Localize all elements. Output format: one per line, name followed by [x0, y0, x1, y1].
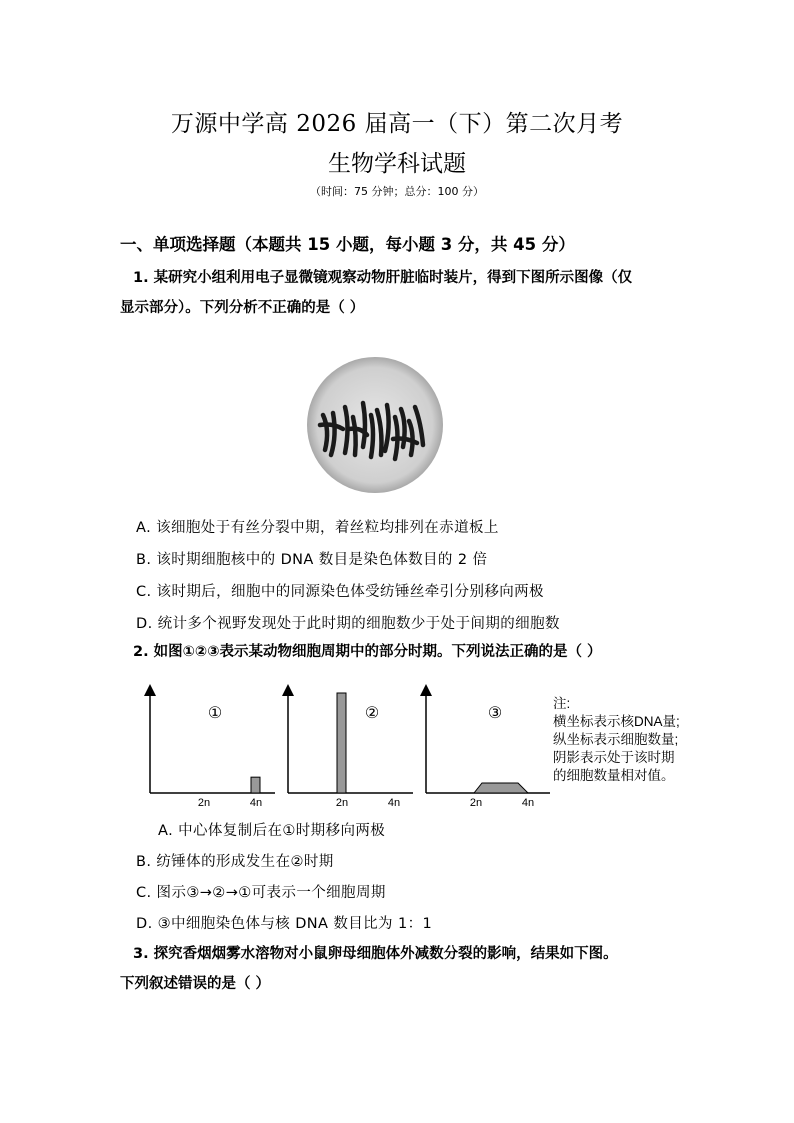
micrograph-image	[305, 355, 445, 495]
q2-stem: 2. 如图①②③表示某动物细胞周期中的部分时期。下列说法正确的是（ ）	[133, 644, 602, 660]
q2-option-c: C. 图示③→②→①可表示一个细胞周期	[136, 885, 386, 901]
chart-1-label: ①	[207, 705, 223, 722]
q1-option-d: D. 统计多个视野发现处于此时期的细胞数少于处于间期的细胞数	[136, 616, 560, 632]
note-line: 的细胞数量相对值。	[553, 768, 675, 783]
chart-2-tick-4n: 4n	[387, 797, 401, 809]
q1-option-c: C. 该时期后，细胞中的同源染色体受纺锤丝牵引分别移向两极	[136, 584, 544, 600]
exam-title: 万源中学高 2026 届高一（下）第二次月考	[170, 111, 624, 137]
chart-2-bar-2n	[337, 693, 346, 793]
chart-3	[426, 690, 550, 809]
chart-1-bar-4n	[251, 777, 260, 793]
q2-option-b: B. 纺锤体的形成发生在②时期	[136, 854, 334, 870]
exam-info: （时间：75 分钟；总分：100 分）	[310, 185, 484, 198]
subject-title: 生物学科试题	[328, 151, 466, 177]
chart-2	[288, 690, 413, 809]
note-line: 横坐标表示核DNA量;	[553, 714, 680, 729]
chart-1	[150, 690, 275, 809]
q1-stem-line1: 1. 某研究小组利用电子显微镜观察动物肝脏临时装片，得到下图所示图像（仅	[133, 270, 633, 286]
chart-1-tick-4n: 4n	[249, 797, 263, 809]
q3-stem-line1: 3. 探究香烟烟雾水溶物对小鼠卵母细胞体外减数分裂的影响，结果如下图。	[133, 946, 618, 962]
q2-option-a: A. 中心体复制后在①时期移向两极	[158, 823, 386, 839]
note-line: 注:	[553, 696, 571, 711]
chart-note	[553, 695, 680, 785]
q3-stem-line2: 下列叙述错误的是（ ）	[120, 976, 271, 992]
chart-2-label: ②	[364, 705, 380, 722]
chart-3-tick-2n: 2n	[469, 797, 483, 809]
chart-2-tick-2n: 2n	[335, 797, 349, 809]
note-line: 纵坐标表示细胞数量;	[553, 732, 679, 747]
q1-option-b: B. 该时期细胞核中的 DNA 数目是染色体数目的 2 倍	[136, 552, 488, 568]
note-line: 阴影表示处于该时期	[553, 750, 675, 765]
section-heading: 一、单项选择题（本题共 15 小题，每小题 3 分，共 45 分）	[120, 235, 575, 254]
chart-1-tick-2n: 2n	[197, 797, 211, 809]
chart-3-area	[474, 783, 528, 793]
q1-option-a: A. 该细胞处于有丝分裂中期，着丝粒均排列在赤道板上	[136, 520, 499, 536]
chart-3-tick-4n: 4n	[521, 797, 535, 809]
q2-option-d: D. ③中细胞染色体与核 DNA 数目比为 1：1	[136, 916, 433, 932]
chart-3-label: ③	[487, 705, 503, 722]
q1-stem-line2: 显示部分）。下列分析不正确的是（ ）	[120, 300, 365, 316]
